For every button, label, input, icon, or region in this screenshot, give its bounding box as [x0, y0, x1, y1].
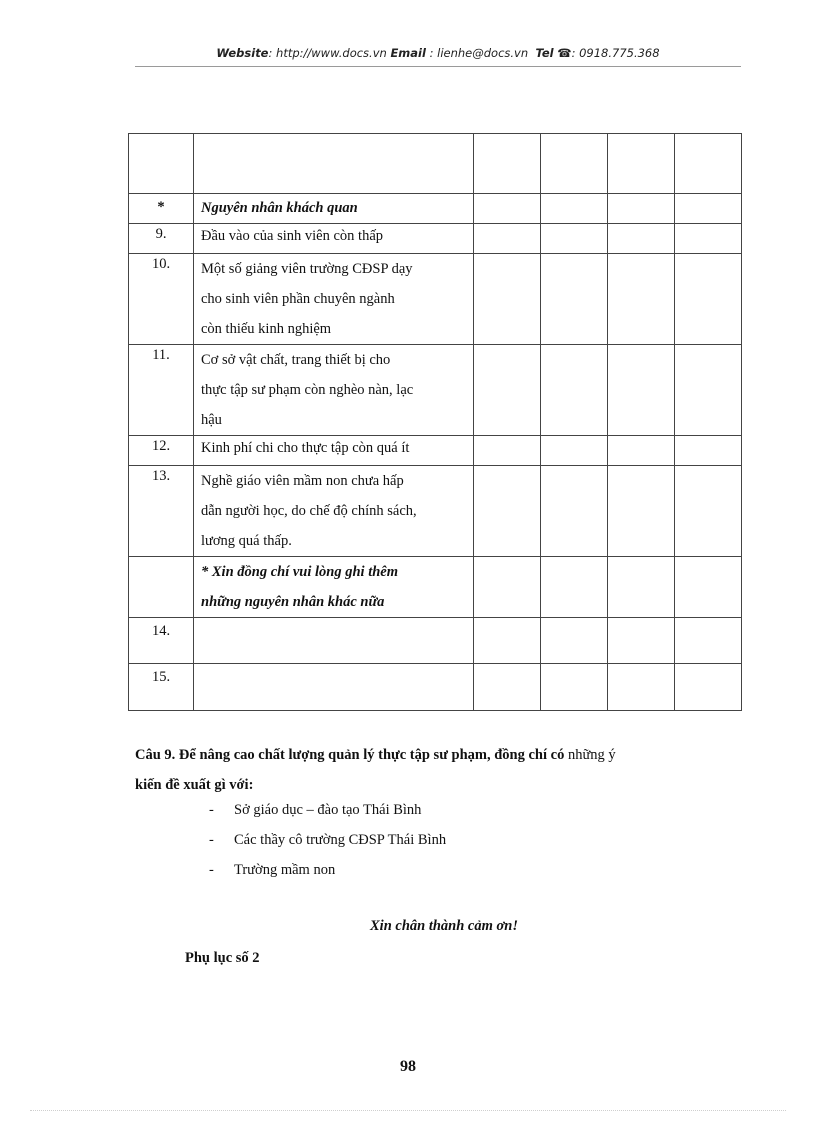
page-number: 98 — [400, 1058, 416, 1075]
rating-cell — [474, 254, 541, 345]
table-row — [129, 664, 742, 711]
website-value[interactable]: : http://www.docs.vn — [268, 46, 387, 60]
rating-cell — [541, 466, 608, 557]
rating-cell — [675, 224, 742, 254]
rating-cell — [608, 664, 675, 711]
thank-you-note: Xin chân thành cảm ơn! — [370, 918, 519, 934]
table-row — [129, 466, 742, 557]
appendix-title: Phụ lục số 2 — [185, 950, 260, 966]
tel-label: Tel — [535, 46, 554, 60]
rating-cell — [608, 224, 675, 254]
rating-cell — [675, 436, 742, 466]
question-line-1: Câu 9. Để nâng cao chất lượng quản lý thực tập sư phạm, đồng chí có những ý — [135, 747, 616, 763]
rating-cell — [675, 466, 742, 557]
rating-cell — [608, 618, 675, 664]
table-row — [129, 618, 742, 664]
rating-cell — [541, 134, 608, 194]
rating-cell — [541, 557, 608, 618]
table-row — [129, 224, 742, 254]
row-content: Cơ sở vật chất, trang thiết bị cho thực tập sư phạm còn nghèo nàn, lạc hậu — [194, 345, 474, 436]
rating-cell — [675, 194, 742, 224]
row-number: * — [129, 194, 194, 224]
rating-cell — [608, 466, 675, 557]
rating-cell — [608, 436, 675, 466]
other-causes-note: * Xin đồng chí vui lòng ghi thêm những nguyên nhân khác nữa — [194, 557, 474, 618]
rating-cell — [608, 134, 675, 194]
rating-cell — [541, 254, 608, 345]
rating-cell — [675, 345, 742, 436]
phone-icon: ☎ — [557, 46, 572, 60]
rating-cell — [474, 134, 541, 194]
rating-cell — [675, 557, 742, 618]
row-number: 13. — [129, 466, 194, 557]
table-row — [129, 345, 742, 436]
rating-cell — [541, 664, 608, 711]
table-row — [129, 134, 742, 194]
section-heading: Nguyên nhân khách quan — [194, 194, 474, 224]
rating-cell — [608, 254, 675, 345]
list-item: - Các thầy cô trường CĐSP Thái Bình — [209, 832, 447, 848]
table-row — [129, 194, 742, 224]
rating-cell — [474, 436, 541, 466]
rating-cell — [608, 557, 675, 618]
tel-value: : 0918.775.368 — [571, 46, 660, 60]
rating-cell — [608, 345, 675, 436]
rating-cell — [474, 345, 541, 436]
rating-cell — [675, 134, 742, 194]
rating-cell — [474, 557, 541, 618]
row-content: Một số giảng viên trường CĐSP dạy cho sinh viên phần chuyên ngành còn thiếu kinh nghiệm — [194, 254, 474, 345]
page-header — [135, 46, 741, 60]
website-label: Website — [216, 46, 269, 60]
row-number: 14. — [129, 618, 194, 664]
question-9 — [135, 740, 741, 800]
question-options — [209, 795, 446, 885]
rating-cell — [675, 664, 742, 711]
row-content: Đầu vào của sinh viên còn thấp — [194, 224, 474, 254]
email-value[interactable]: : lienhe@docs.vn — [429, 46, 529, 60]
header-divider — [135, 66, 741, 67]
email-label: Email — [390, 46, 426, 60]
row-number — [129, 134, 194, 194]
rating-cell — [474, 224, 541, 254]
row-number: 11. — [129, 345, 194, 436]
row-number: 12. — [129, 436, 194, 466]
list-item: - Trường mầm non — [209, 862, 336, 878]
rating-cell — [541, 224, 608, 254]
row-content — [194, 134, 474, 194]
rating-cell — [474, 194, 541, 224]
table-row — [129, 254, 742, 345]
rating-cell — [541, 436, 608, 466]
rating-cell — [474, 664, 541, 711]
answer-cell[interactable] — [194, 618, 474, 664]
row-number — [129, 557, 194, 618]
rating-cell — [675, 254, 742, 345]
rating-cell — [675, 618, 742, 664]
row-number: 10. — [129, 254, 194, 345]
rating-cell — [474, 618, 541, 664]
rating-cell — [541, 345, 608, 436]
row-content: Nghề giáo viên mầm non chưa hấp dẫn người học, do chế độ chính sách, lương quá thấp. — [194, 466, 474, 557]
rating-cell — [474, 466, 541, 557]
table-row — [129, 436, 742, 466]
footer-divider — [30, 1110, 786, 1111]
row-content: Kinh phí chi cho thực tập còn quá ít — [194, 436, 474, 466]
answer-cell[interactable] — [194, 664, 474, 711]
rating-cell — [541, 194, 608, 224]
question-line-2: kiến đề xuất gì với: — [135, 777, 254, 793]
list-item: - Sở giáo dục – đào tạo Thái Bình — [209, 802, 422, 818]
rating-cell — [541, 618, 608, 664]
rating-cell — [608, 194, 675, 224]
survey-table — [128, 133, 742, 711]
table-row — [129, 557, 742, 618]
row-number: 9. — [129, 224, 194, 254]
row-number: 15. — [129, 664, 194, 711]
